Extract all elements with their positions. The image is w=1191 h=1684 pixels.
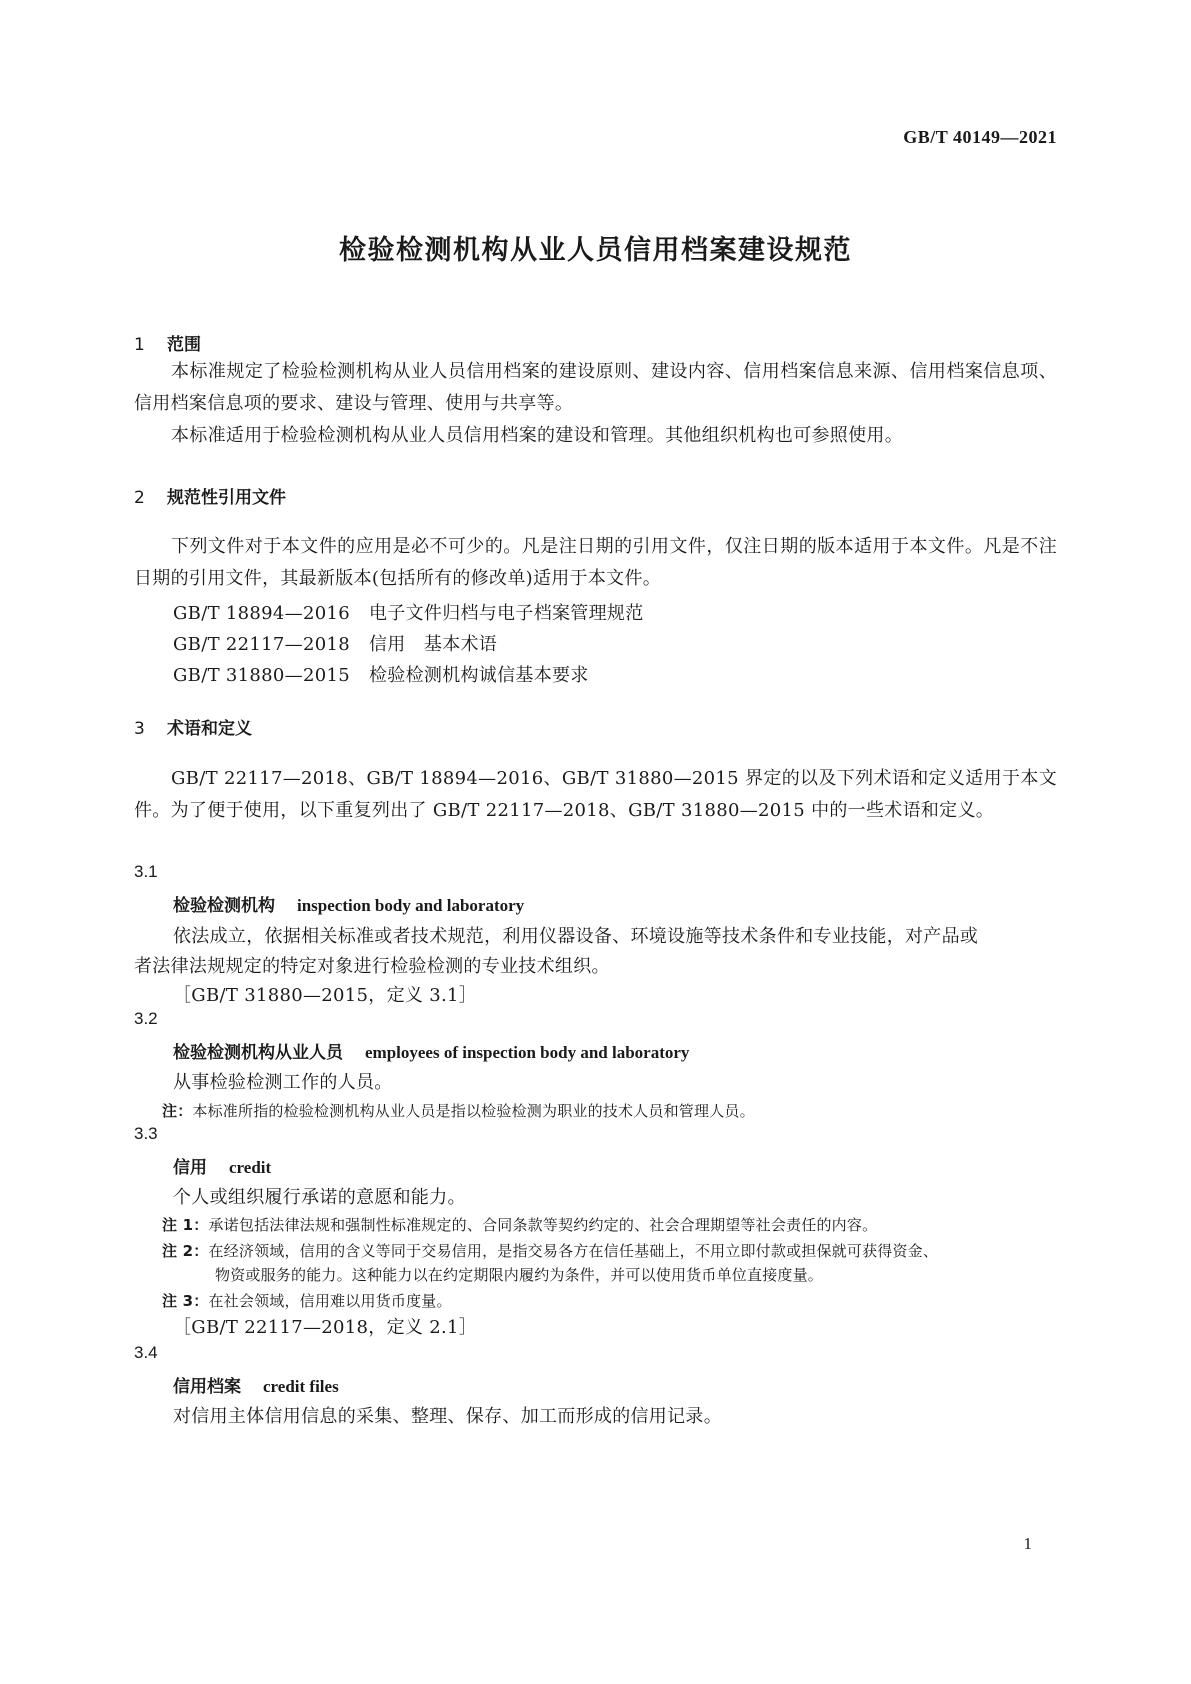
ref-code: GB/T 18894—2016 — [173, 603, 350, 624]
normative-intro: 下列文件对于本文件的应用是必不可少的。凡是注日期的引用文件，仅注日期的版本适用于本文件。凡是不注日期的引用文件，其最新版本(包括所有的修改单)适用于本文件。 — [134, 536, 1057, 589]
term-en: employees of inspection body and laboratory — [365, 1043, 690, 1062]
term-en: inspection body and laboratory — [297, 896, 525, 915]
note-text: 在经济领域，信用的含义等同于交易信用，是指交易各方在信任基础上，不用立即付款或担保就可获得资金、 — [208, 1242, 939, 1260]
normative-ref-2 — [173, 630, 497, 656]
term-note-1 — [162, 1214, 877, 1235]
section-2-heading — [134, 483, 286, 508]
note-label: 注 3： — [162, 1292, 209, 1310]
document-code: GB/T 40149—2021 — [903, 127, 1057, 147]
ref-code: GB/T 31880—2015 — [173, 665, 350, 686]
term-heading — [173, 891, 524, 916]
note-text: 本标准所指的检验检测机构从业人员是指以检验检测为职业的技术人员和管理人员。 — [192, 1102, 755, 1120]
normative-ref-3 — [173, 661, 589, 687]
term-source: ［GB/T 22117—2018，定义 2.1］ — [173, 1317, 478, 1338]
term-definition-line-1: 依法成立，依据相关标准或者技术规范，利用仪器设备、环境设施等技术条件和专业技能，对产品或 — [173, 926, 979, 947]
term-en: credit files — [263, 1377, 339, 1396]
note-label: 注 2： — [162, 1242, 209, 1260]
term-note-2-continued: 物资或服务的能力。这种能力以在约定期限内履约为条件，并可以使用货币单位直接度量。 — [215, 1266, 824, 1284]
section-title: 规范性引用文件 — [167, 488, 286, 508]
section-number: 1 — [134, 335, 145, 355]
term-zh: 检验检测机构从业人员 — [173, 1043, 343, 1063]
note-text: 承诺包括法律法规和强制性标准规定的、合同条款等契约约定的、社会合理期望等社会责任的内容。 — [208, 1216, 878, 1234]
term-note-2 — [162, 1240, 938, 1261]
clause-number: 3.4 — [134, 1343, 158, 1362]
note-label: 注 1： — [162, 1216, 209, 1234]
clause-number: 3.3 — [134, 1124, 158, 1143]
term-note — [162, 1100, 755, 1121]
section-title: 术语和定义 — [167, 719, 252, 739]
scope-paragraph-1: 本标准规定了检验检测机构从业人员信用档案的建设原则、建设内容、信用档案信息来源、信用档案信息项、信用档案信息项的要求、建设与管理、使用与共享等。 — [134, 361, 1057, 414]
section-3-heading — [134, 714, 252, 739]
ref-title: 信用 基本术语 — [369, 634, 498, 655]
clause-number: 3.1 — [134, 862, 158, 881]
scope-paragraph-2: 本标准适用于检验检测机构从业人员信用档案的建设和管理。其他组织机构也可参照使用。 — [171, 425, 903, 446]
note-text: 在社会领域，信用难以用货币度量。 — [208, 1292, 452, 1310]
term-heading — [173, 1372, 339, 1397]
normative-ref-1 — [173, 599, 644, 625]
term-definition: 对信用主体信用信息的采集、整理、保存、加工而形成的信用记录。 — [173, 1406, 722, 1427]
terms-intro: GB/T 22117—2018、GB/T 18894—2016、GB/T 31880—2015 界定的以及下列术语和定义适用于本文件。为了便于使用，以下重复列出了 GB/T 22117—2018、GB/T 31880—2015 中的一些术语和定义。 — [134, 768, 1057, 821]
term-zh: 信用档案 — [173, 1377, 241, 1397]
term-zh: 信用 — [173, 1158, 207, 1178]
note-label: 注： — [162, 1102, 193, 1120]
term-definition: 从事检验检测工作的人员。 — [173, 1072, 393, 1093]
term-source: ［GB/T 31880—2015，定义 3.1］ — [173, 985, 478, 1006]
term-heading — [173, 1153, 271, 1178]
section-number: 3 — [134, 719, 145, 739]
page-number: 1 — [1023, 1534, 1032, 1553]
term-definition: 个人或组织履行承诺的意愿和能力。 — [173, 1187, 466, 1208]
section-number: 2 — [134, 488, 145, 508]
section-title: 范围 — [167, 335, 201, 355]
term-note-3 — [162, 1290, 452, 1311]
term-heading — [173, 1038, 689, 1063]
section-1-heading — [134, 330, 201, 355]
term-zh: 检验检测机构 — [173, 896, 275, 916]
ref-title: 电子文件归档与电子档案管理规范 — [369, 603, 644, 624]
term-en: credit — [229, 1158, 272, 1177]
document-title: 检验检测机构从业人员信用档案建设规范 — [339, 235, 852, 266]
clause-number: 3.2 — [134, 1009, 158, 1028]
ref-code: GB/T 22117—2018 — [173, 634, 350, 655]
ref-title: 检验检测机构诚信基本要求 — [369, 665, 589, 686]
term-definition-line-2: 者法律法规规定的特定对象进行检验检测的专业技术组织。 — [134, 956, 610, 977]
